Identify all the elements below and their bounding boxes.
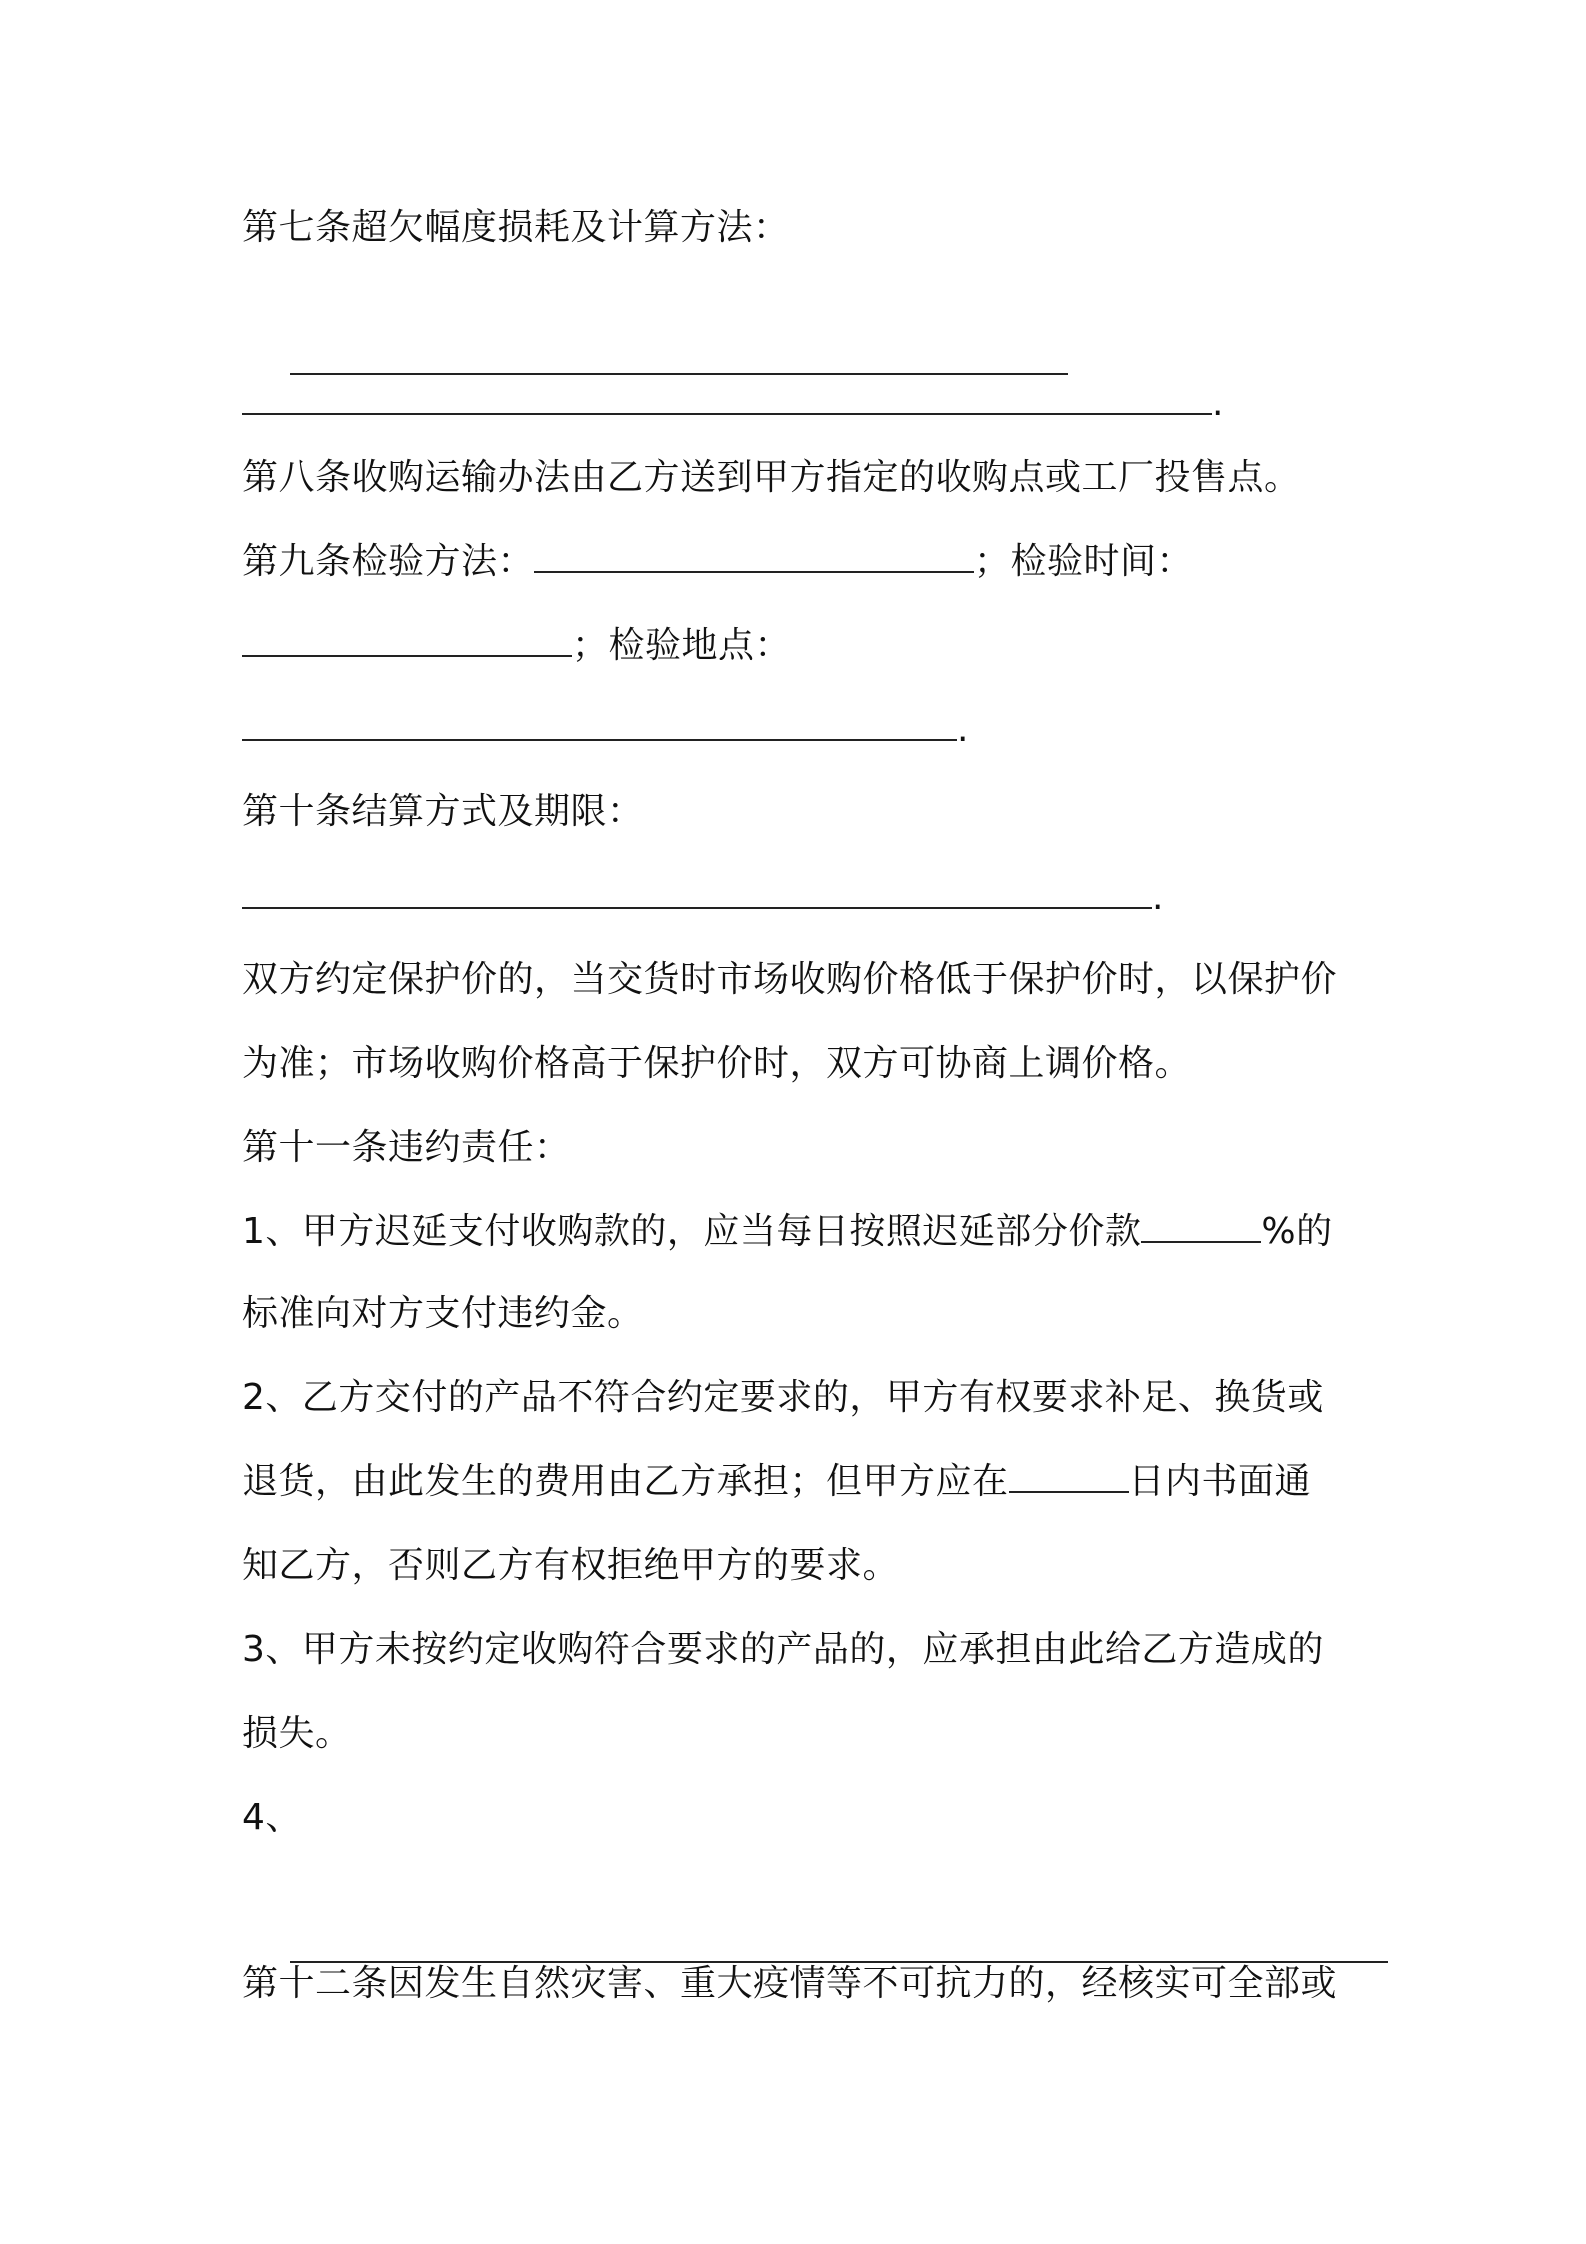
item-1-line-1 <box>242 1210 1362 1254</box>
inspection-method-blank[interactable] <box>534 541 974 573</box>
article-9-line-2 <box>242 624 1362 668</box>
article-9-label: 第九条检验方法： <box>242 541 535 582</box>
inspection-place-label: ；检验地点： <box>572 625 792 666</box>
fill-in-blank[interactable] <box>242 383 1212 415</box>
article-7-title: 第七条超欠幅度损耗及计算方法： <box>242 207 790 248</box>
item-2-text: 退货，由此发生的费用由乙方承担；但甲方应在 <box>242 1461 1009 1502</box>
settlement-blank[interactable] <box>242 877 1152 909</box>
item-2-line-2 <box>242 1460 1362 1504</box>
item-3-line-2: 损失。 <box>242 1713 352 1754</box>
item-2-text-suffix: 日内书面通 <box>1128 1461 1312 1502</box>
line-end-period: . <box>1152 877 1164 918</box>
fill-in-blank[interactable] <box>290 343 1068 375</box>
item-4-blank[interactable] <box>290 1931 1388 1963</box>
item-2-line-3: 知乙方，否则乙方有权拒绝甲方的要求。 <box>242 1545 900 1586</box>
article-10-title: 第十条结算方式及期限： <box>242 791 644 832</box>
article-7-blank-line-2 <box>242 382 1362 426</box>
notice-days-blank[interactable] <box>1009 1461 1129 1493</box>
article-10-blank-line <box>242 876 1362 920</box>
item-3-line-1: 3、甲方未按约定收购符合要求的产品的，应承担由此给乙方造成的 <box>242 1629 1324 1670</box>
percent-suffix: %的 <box>1261 1211 1333 1252</box>
article-12-line-1: 第十二条因发生自然灾害、重大疫情等不可抗力的，经核实可全部或 <box>242 1963 1338 2004</box>
line-end-period: . <box>1212 383 1224 424</box>
inspection-place-blank[interactable] <box>242 709 957 741</box>
protection-price-line-1: 双方约定保护价的，当交货时市场收购价格低于保护价时，以保护价 <box>242 959 1338 1000</box>
item-1-line-2: 标准向对方支付违约金。 <box>242 1293 644 1334</box>
item-4-label: 4、 <box>242 1797 302 1838</box>
penalty-percent-blank[interactable] <box>1141 1211 1261 1243</box>
article-11-title: 第十一条违约责任： <box>242 1127 571 1168</box>
article-9-line-3 <box>242 708 1362 752</box>
article-9-line-1 <box>242 540 1362 584</box>
article-8: 第八条收购运输办法由乙方送到甲方指定的收购点或工厂投售点。 <box>242 457 1301 498</box>
protection-price-line-2: 为准；市场收购价格高于保护价时，双方可协商上调价格。 <box>242 1043 1192 1084</box>
inspection-time-blank[interactable] <box>242 625 572 657</box>
item-2-line-1: 2、乙方交付的产品不符合约定要求的，甲方有权要求补足、换货或 <box>242 1377 1324 1418</box>
inspection-time-label: ；检验时间： <box>974 541 1194 582</box>
item-1-text: 1、甲方迟延支付收购款的，应当每日按照迟延部分价款 <box>242 1211 1142 1252</box>
line-end-period: . <box>957 709 969 750</box>
